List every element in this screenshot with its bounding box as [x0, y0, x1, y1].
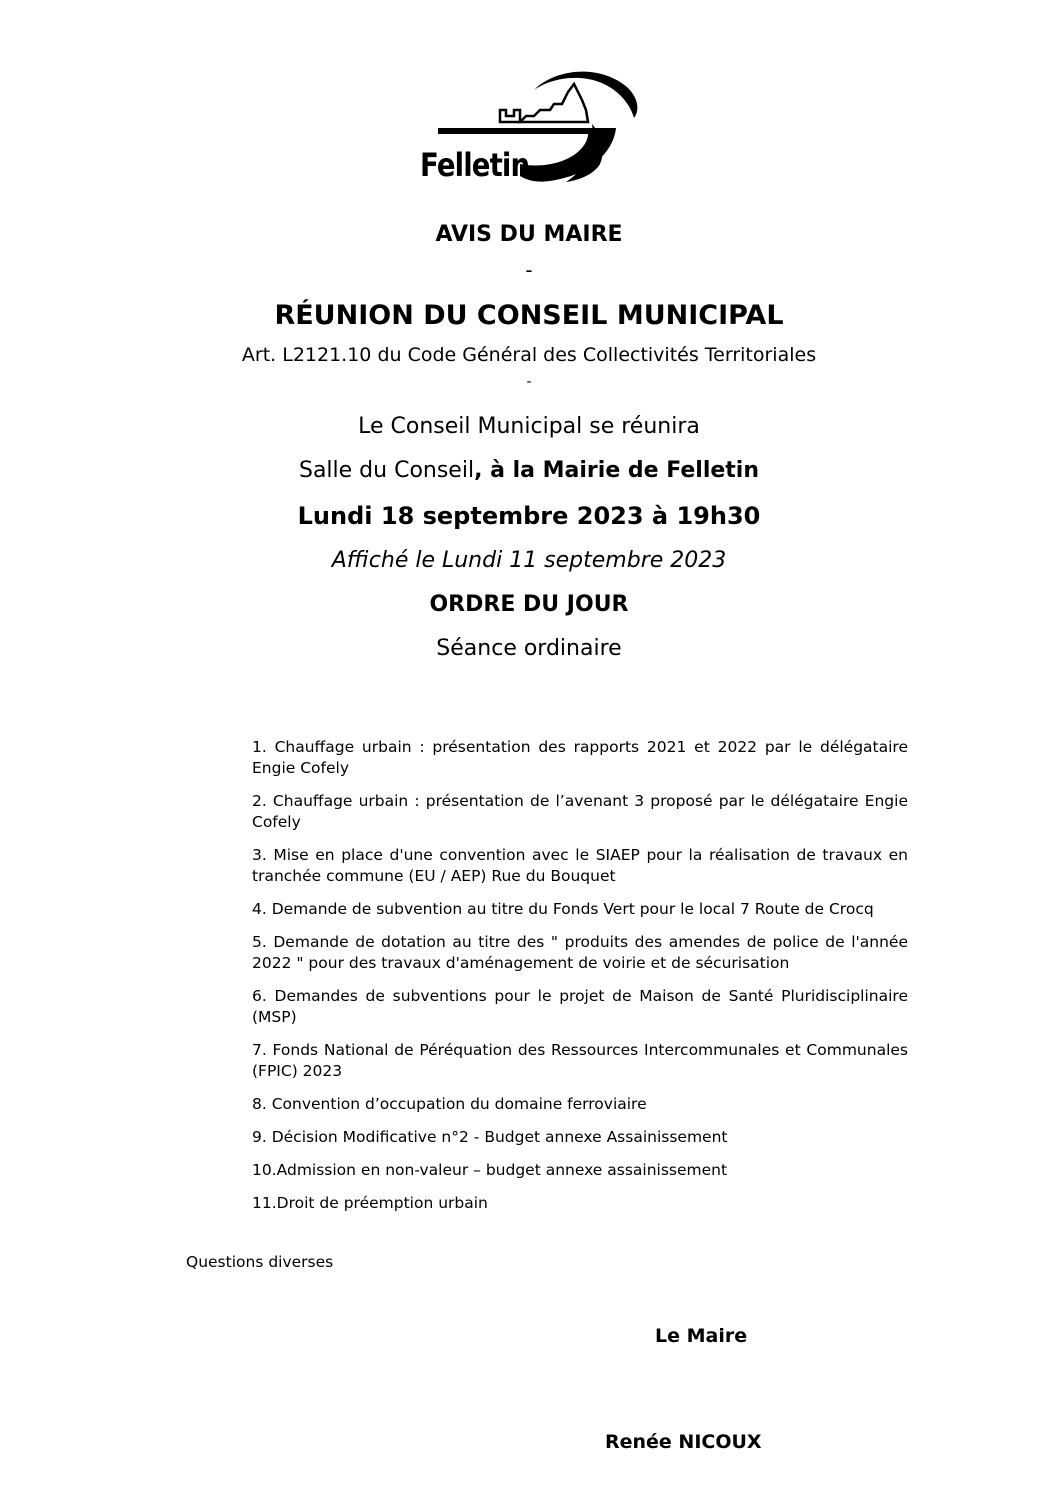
page-title: RÉUNION DU CONSEIL MUNICIPAL	[274, 300, 784, 331]
signatory-title: Le Maire	[655, 1325, 748, 1347]
agenda-item: 4. Demande de subvention au titre du Fonds Vert pour le local 7 Route de Crocq	[252, 900, 874, 918]
agenda-item: 2. Chauffage urbain : présentation de l’avenant 3 proposé par le délégataire Engie Cofely	[252, 792, 908, 831]
agenda-item: 10.Admission en non-valeur – budget annexe assainissement	[252, 1161, 728, 1179]
session-type: Séance ordinaire	[436, 636, 622, 661]
agenda-item: 9. Décision Modificative n°2 - Budget annexe Assainissement	[252, 1128, 728, 1146]
meeting-place	[0, 458, 1058, 483]
agenda-item: 6. Demandes de subventions pour le projet de Maison de Santé Pluridisciplinaire (MSP)	[252, 987, 908, 1026]
posted-date: Affiché le Lundi 11 septembre 2023	[331, 548, 727, 573]
signatory-name: Renée NICOUX	[605, 1431, 762, 1453]
meeting-venue: , à la Mairie de Felletin	[474, 458, 760, 483]
meeting-room: Salle du Conseil	[298, 458, 475, 483]
logo-wordmark: Felletin	[420, 146, 530, 184]
meeting-date: Lundi 18 septembre 2023 à 19h30	[297, 502, 761, 530]
separator: -	[526, 374, 532, 390]
misc-questions: Questions diverses	[186, 1253, 334, 1271]
agenda-item: 8. Convention d’occupation du domaine ferroviaire	[252, 1095, 647, 1113]
meeting-intro: Le Conseil Municipal se réunira	[358, 414, 700, 439]
separator: -	[525, 258, 533, 282]
notice-heading: AVIS DU MAIRE	[435, 222, 623, 247]
agenda-item: 5. Demande de dotation au titre des " produits des amendes de police de l'année 2022 " pour des travaux d'aménagement de voirie et de sécurisation	[252, 933, 908, 972]
agenda-heading: ORDRE DU JOUR	[429, 592, 629, 617]
agenda-item: 1. Chauffage urbain : présentation des rapports 2021 et 2022 par le délégataire Engie Cofely	[252, 738, 908, 777]
agenda-list	[252, 737, 908, 1226]
agenda-item: 11.Droit de préemption urbain	[252, 1194, 488, 1212]
agenda-item: 7. Fonds National de Péréquation des Ressources Intercommunales et Communales (FPIC) 2023	[252, 1041, 908, 1080]
legal-reference: Art. L2121.10 du Code Général des Collectivités Territoriales	[241, 344, 817, 366]
agenda-item: 3. Mise en place d'une convention avec le SIAEP pour la réalisation de travaux en tranchée commune (EU / AEP) Rue du Bouquet	[252, 846, 908, 885]
